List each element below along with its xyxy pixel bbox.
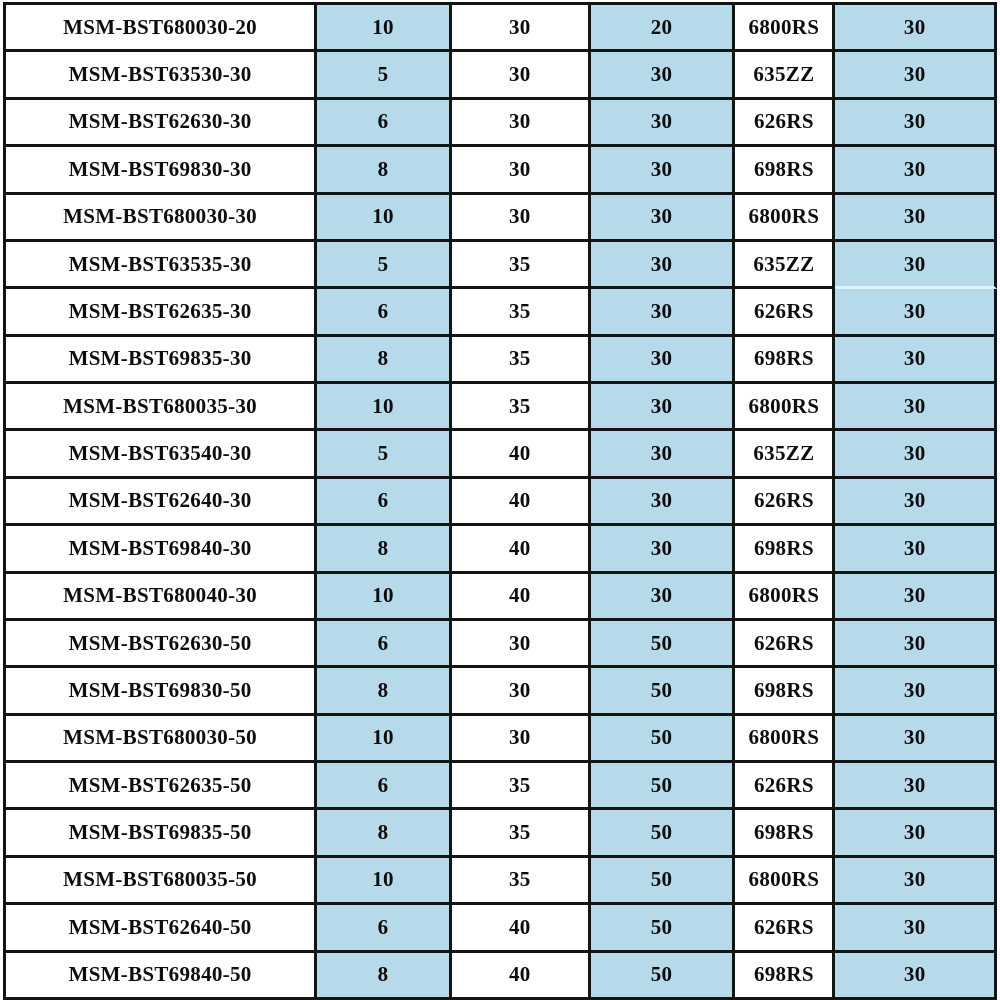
value-cell: 30: [591, 337, 736, 384]
value-cell: 30: [452, 5, 591, 52]
value-cell: 40: [452, 574, 591, 621]
table-row: [6, 953, 997, 1000]
bearing-code-cell: 698RS: [735, 526, 835, 573]
value-cell: 50: [591, 716, 736, 763]
value-cell: 30: [452, 621, 591, 668]
value-cell: 5: [317, 52, 452, 99]
value-cell: 8: [317, 337, 452, 384]
value-cell: 10: [317, 195, 452, 242]
value-cell: 30: [835, 763, 997, 810]
value-cell: 30: [835, 242, 997, 289]
value-cell: 30: [835, 668, 997, 715]
model-number-cell: MSM-BST62630-30: [6, 100, 317, 147]
table-row: [6, 574, 997, 621]
value-cell: 10: [317, 858, 452, 905]
value-cell: 30: [835, 526, 997, 573]
bearing-code-cell: 698RS: [735, 337, 835, 384]
table-row: [6, 431, 997, 478]
table-row: [6, 195, 997, 242]
value-cell: 8: [317, 668, 452, 715]
table-row: [6, 716, 997, 763]
value-cell: 30: [835, 905, 997, 952]
value-cell: 30: [835, 431, 997, 478]
value-cell: 30: [591, 52, 736, 99]
value-cell: 40: [452, 431, 591, 478]
value-cell: 50: [591, 953, 736, 1000]
value-cell: 35: [452, 763, 591, 810]
model-number-cell: MSM-BST62630-50: [6, 621, 317, 668]
value-cell: 30: [835, 147, 997, 194]
value-cell: 30: [591, 195, 736, 242]
bearing-code-cell: 626RS: [735, 100, 835, 147]
value-cell: 35: [452, 384, 591, 431]
table-row: [6, 479, 997, 526]
value-cell: 30: [591, 479, 736, 526]
table-row: [6, 621, 997, 668]
value-cell: 35: [452, 337, 591, 384]
value-cell: 30: [835, 384, 997, 431]
product-spec-table: [3, 2, 997, 1000]
model-number-cell: MSM-BST69840-30: [6, 526, 317, 573]
value-cell: 30: [452, 100, 591, 147]
model-number-cell: MSM-BST62635-50: [6, 763, 317, 810]
value-cell: 30: [591, 384, 736, 431]
value-cell: 30: [835, 858, 997, 905]
value-cell: 20: [591, 5, 736, 52]
value-cell: 30: [835, 716, 997, 763]
value-cell: 30: [835, 574, 997, 621]
bearing-code-cell: 626RS: [735, 621, 835, 668]
model-number-cell: MSM-BST69830-30: [6, 147, 317, 194]
value-cell: 6: [317, 905, 452, 952]
value-cell: 6: [317, 289, 452, 336]
value-cell: 30: [835, 337, 997, 384]
model-number-cell: MSM-BST680030-30: [6, 195, 317, 242]
value-cell: 10: [317, 5, 452, 52]
bearing-code-cell: 6800RS: [735, 574, 835, 621]
table-row: [6, 5, 997, 52]
value-cell: 30: [835, 52, 997, 99]
value-cell: 30: [835, 621, 997, 668]
value-cell: 6: [317, 621, 452, 668]
value-cell: 50: [591, 858, 736, 905]
model-number-cell: MSM-BST680040-30: [6, 574, 317, 621]
value-cell: 30: [591, 574, 736, 621]
bearing-code-cell: 698RS: [735, 147, 835, 194]
bearing-code-cell: 635ZZ: [735, 52, 835, 99]
model-number-cell: MSM-BST62640-50: [6, 905, 317, 952]
model-number-cell: MSM-BST63540-30: [6, 431, 317, 478]
bearing-code-cell: 6800RS: [735, 858, 835, 905]
value-cell: 35: [452, 289, 591, 336]
table-row: [6, 905, 997, 952]
bearing-code-cell: 626RS: [735, 905, 835, 952]
table-row: [6, 100, 997, 147]
bearing-code-cell: 626RS: [735, 763, 835, 810]
bearing-code-cell: 698RS: [735, 953, 835, 1000]
model-number-cell: MSM-BST680035-30: [6, 384, 317, 431]
table-row: [6, 147, 997, 194]
value-cell: 50: [591, 763, 736, 810]
value-cell: 30: [591, 289, 736, 336]
table-row: [6, 763, 997, 810]
table-row: [6, 526, 997, 573]
model-number-cell: MSM-BST63530-30: [6, 52, 317, 99]
value-cell: 30: [835, 289, 997, 336]
value-cell: 50: [591, 668, 736, 715]
value-cell: 5: [317, 431, 452, 478]
model-number-cell: MSM-BST69840-50: [6, 953, 317, 1000]
model-number-cell: MSM-BST69835-50: [6, 810, 317, 857]
value-cell: 10: [317, 716, 452, 763]
bearing-code-cell: 698RS: [735, 668, 835, 715]
value-cell: 30: [835, 479, 997, 526]
value-cell: 8: [317, 526, 452, 573]
bearing-code-cell: 635ZZ: [735, 431, 835, 478]
value-cell: 6: [317, 479, 452, 526]
value-cell: 30: [452, 195, 591, 242]
model-number-cell: MSM-BST680030-50: [6, 716, 317, 763]
model-number-cell: MSM-BST680035-50: [6, 858, 317, 905]
value-cell: 30: [452, 147, 591, 194]
bearing-code-cell: 6800RS: [735, 716, 835, 763]
value-cell: 30: [835, 953, 997, 1000]
model-number-cell: MSM-BST69835-30: [6, 337, 317, 384]
bearing-code-cell: 698RS: [735, 810, 835, 857]
value-cell: 30: [835, 810, 997, 857]
model-number-cell: MSM-BST69830-50: [6, 668, 317, 715]
value-cell: 30: [591, 147, 736, 194]
value-cell: 6: [317, 763, 452, 810]
value-cell: 6: [317, 100, 452, 147]
value-cell: 30: [452, 716, 591, 763]
bearing-code-cell: 635ZZ: [735, 242, 835, 289]
value-cell: 30: [591, 100, 736, 147]
value-cell: 35: [452, 810, 591, 857]
spec-table-body: [6, 5, 997, 1000]
table-row: [6, 289, 997, 336]
table-row: [6, 668, 997, 715]
model-number-cell: MSM-BST680030-20: [6, 5, 317, 52]
value-cell: 50: [591, 621, 736, 668]
value-cell: 30: [591, 242, 736, 289]
value-cell: 8: [317, 147, 452, 194]
value-cell: 10: [317, 574, 452, 621]
bearing-code-cell: 626RS: [735, 479, 835, 526]
value-cell: 8: [317, 810, 452, 857]
value-cell: 40: [452, 953, 591, 1000]
table-row: [6, 52, 997, 99]
bearing-code-cell: 6800RS: [735, 384, 835, 431]
value-cell: 10: [317, 384, 452, 431]
value-cell: 30: [835, 100, 997, 147]
table-row: [6, 810, 997, 857]
value-cell: 30: [452, 668, 591, 715]
table-row: [6, 337, 997, 384]
value-cell: 30: [452, 52, 591, 99]
value-cell: 35: [452, 242, 591, 289]
model-number-cell: MSM-BST63535-30: [6, 242, 317, 289]
value-cell: 35: [452, 858, 591, 905]
bearing-code-cell: 6800RS: [735, 195, 835, 242]
value-cell: 40: [452, 479, 591, 526]
value-cell: 8: [317, 953, 452, 1000]
value-cell: 50: [591, 905, 736, 952]
bearing-code-cell: 6800RS: [735, 5, 835, 52]
value-cell: 40: [452, 526, 591, 573]
bearing-code-cell: 626RS: [735, 289, 835, 336]
table-row: [6, 242, 997, 289]
value-cell: 5: [317, 242, 452, 289]
model-number-cell: MSM-BST62635-30: [6, 289, 317, 336]
table-row: [6, 858, 997, 905]
value-cell: 30: [835, 195, 997, 242]
table-row: [6, 384, 997, 431]
value-cell: 30: [591, 526, 736, 573]
value-cell: 40: [452, 905, 591, 952]
value-cell: 30: [591, 431, 736, 478]
model-number-cell: MSM-BST62640-30: [6, 479, 317, 526]
value-cell: 50: [591, 810, 736, 857]
value-cell: 30: [835, 5, 997, 52]
